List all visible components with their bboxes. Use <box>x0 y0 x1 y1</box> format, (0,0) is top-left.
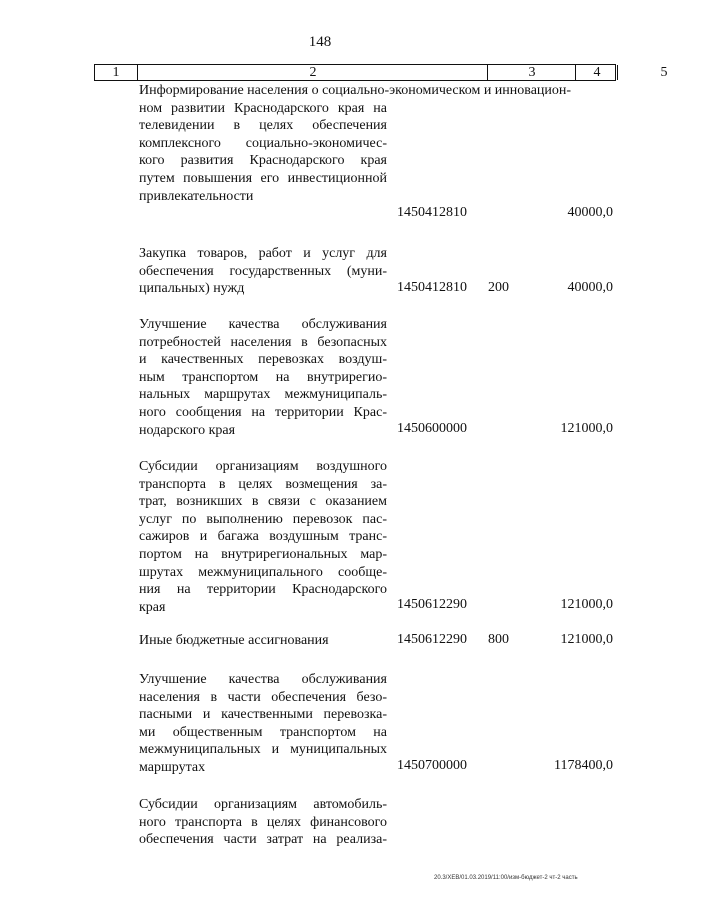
row-name-line: трат, возникших в связи с оказанием <box>139 494 387 510</box>
row-name-line: путем повышения его инвестиционной <box>139 170 387 186</box>
row-amount: 121000,0 <box>560 597 613 612</box>
row-name-line: привлекательности <box>139 188 254 204</box>
header-col-2: 2 <box>137 65 488 80</box>
row-name-line: ным транспортом на внутрирегио- <box>139 369 387 385</box>
row-name-line: межмуниципальных и муниципальных <box>139 742 387 758</box>
row-name-line: Иные бюджетные ассигнования <box>139 633 329 648</box>
row-name-line: Субсидии организациям воздушного <box>139 459 387 474</box>
row-name-line: населения в части обеспечения безо- <box>139 689 387 705</box>
row-name <box>139 316 387 439</box>
row-name-line: шрутах межмуниципального сообще- <box>139 564 387 580</box>
row-name-line: ципальных) нужд <box>139 281 245 297</box>
row-name-line: Улучшение качества обслуживания <box>139 317 387 332</box>
row-name-line: телевидении в целях обеспечения <box>139 118 387 134</box>
header-col-3: 3 <box>487 65 576 80</box>
row-name-line: сажиров и багажа воздушным транс- <box>139 529 387 545</box>
row-name-line: Субсидии организациям автомобиль- <box>139 797 387 812</box>
row-name-line: маршрутах <box>139 759 206 775</box>
row-name <box>139 796 387 849</box>
row-name-line: ном развитии Краснодарского края на <box>139 100 387 116</box>
header-col-4: 4 <box>575 65 618 80</box>
row-name-line: ния на территории Краснодарского <box>139 582 387 598</box>
row-code: 1450412810 <box>397 280 467 295</box>
row-name <box>139 632 387 650</box>
row-amount: 121000,0 <box>560 421 613 436</box>
row-name-line: потребностей населения в безопасных <box>139 334 387 350</box>
document-footer: 20.3/ХЕВ/01.03.2019/11:00/изм-бюджет-2 чт-2 часть <box>434 875 578 881</box>
table-header-row <box>94 64 668 81</box>
row-code: 1450612290 <box>397 632 467 647</box>
row-name-line: обеспечения части затрат на реализа- <box>139 832 387 848</box>
row-name-line: пасными и качественными перевозка- <box>139 707 387 723</box>
row-code: 1450600000 <box>397 421 467 436</box>
row-name-line: Улучшение качества обслуживания <box>139 672 387 687</box>
row-vr: 200 <box>488 280 509 295</box>
row-name-line: портом на внутрирегиональных мар- <box>139 546 387 562</box>
header-col-1: 1 <box>112 65 120 80</box>
row-name-line: комплексного социально-экономичес- <box>139 135 387 151</box>
header-col-5: 5 <box>617 65 710 80</box>
row-name-line: нодарского края <box>139 422 236 438</box>
row-name-line: Закупка товаров, работ и услуг для <box>139 246 387 261</box>
row-name-line: нальных маршрутах межмуниципаль- <box>139 387 387 403</box>
row-amount: 40000,0 <box>567 205 613 220</box>
row-amount: 121000,0 <box>560 632 613 647</box>
row-code: 1450412810 <box>397 205 467 220</box>
row-amount: 1178400,0 <box>554 758 613 773</box>
row-code: 1450612290 <box>397 597 467 612</box>
row-name-line: обеспечения государственных (муни- <box>139 263 387 279</box>
row-name-line: транспорта в целях возмещения за- <box>139 476 387 492</box>
row-name <box>139 458 387 616</box>
row-name-line: и качественных перевозках воздуш- <box>139 352 387 368</box>
row-vr: 800 <box>488 632 509 647</box>
row-name-line: ми общественным транспортом на <box>139 724 387 740</box>
row-name-line: края <box>139 599 166 615</box>
row-name <box>139 245 387 298</box>
row-name-line: кого развития Краснодарского края <box>139 153 387 169</box>
row-name <box>139 82 572 205</box>
row-name-line: ного сообщения на территории Крас- <box>139 404 387 420</box>
row-name-line: Информирование населения о социально-экономическом и инновацион- <box>139 83 572 98</box>
row-name <box>139 671 387 777</box>
row-code: 1450700000 <box>397 758 467 773</box>
row-amount: 40000,0 <box>567 280 613 295</box>
page-number: 148 <box>308 34 332 50</box>
row-name-line: услуг по выполнению перевозок пас- <box>139 511 387 527</box>
row-name-line: ного транспорта в целях финансового <box>139 814 387 830</box>
